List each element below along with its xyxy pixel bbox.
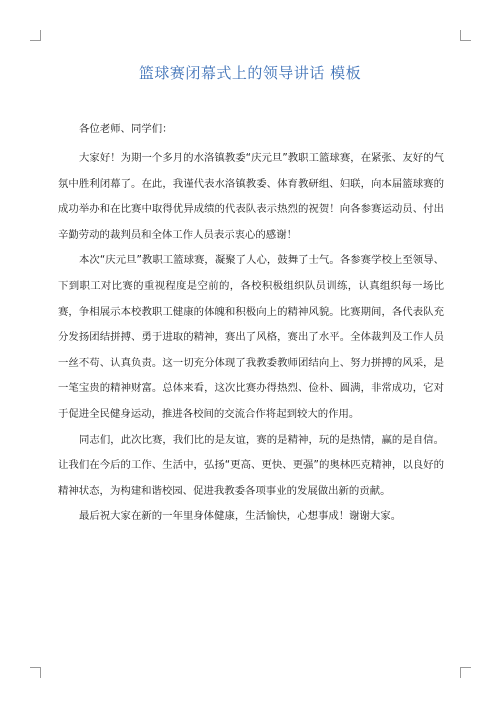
crop-mark-bottom-right bbox=[460, 667, 471, 678]
crop-mark-top-right bbox=[460, 30, 471, 41]
document-title: 篮球赛闭幕式上的领导讲话 模板 bbox=[138, 64, 362, 82]
crop-mark-bottom-left bbox=[30, 667, 41, 678]
paragraph-2: 本次“庆元旦”教职工篮球赛，凝聚了人心，鼓舞了士气。各参赛学校上至领导、下到职工对比赛的重视程度是空前的，各校积极组织队员训练，认真组织每一场比赛，争相展示本校教职工健康的体魄和积极向上的精神风貌。比赛期间，各代表队充分发扬团结拼搏、勇于进取的精神，赛出了风格，赛出了水平。全体裁判及工作人员一丝不苟、认真负责。这一切充分体现了我教委教师团结向上、努力拼搏的风采，是一笔宝贵的精神财富。总体来看，这次比赛办得热烈、俭朴、圆满，非常成功，它对于促进全民健身运动，推进各校间的交流合作将起到较大的作用。 bbox=[58, 254, 444, 420]
paragraph-4: 最后祝大家在新的一年里身体健康，生活愉快，心想事成！谢谢大家。 bbox=[79, 510, 402, 523]
crop-mark-top-left bbox=[30, 30, 41, 41]
paragraph-1: 大家好！为期一个多月的水洛镇教委“庆元旦”教职工篮球赛，在紧张、友好的气氛中胜利闭幕了。在此，我谨代表水洛镇教委、体育教研组、妇联，向本届篮球赛的成功举办和在比赛中取得优异成绩的代表队表示热烈的祝贺！向各参赛运动员、付出辛勤劳动的裁判员和全体工作人员表示衷心的感谢！ bbox=[58, 152, 444, 241]
salutation: 各位老师、同学们： bbox=[79, 123, 173, 135]
paragraph-3: 同志们，此次比赛，我们比的是友谊，赛的是精神，玩的是热情，赢的是自信。让我们在今后的工作、生活中，弘扬“更高、更快、更强”的奥林匹克精神，以良好的精神状态，为构建和谐校园、促进我教委各项事业的发展做出新的贡献。 bbox=[58, 433, 444, 497]
document-body bbox=[58, 116, 444, 530]
